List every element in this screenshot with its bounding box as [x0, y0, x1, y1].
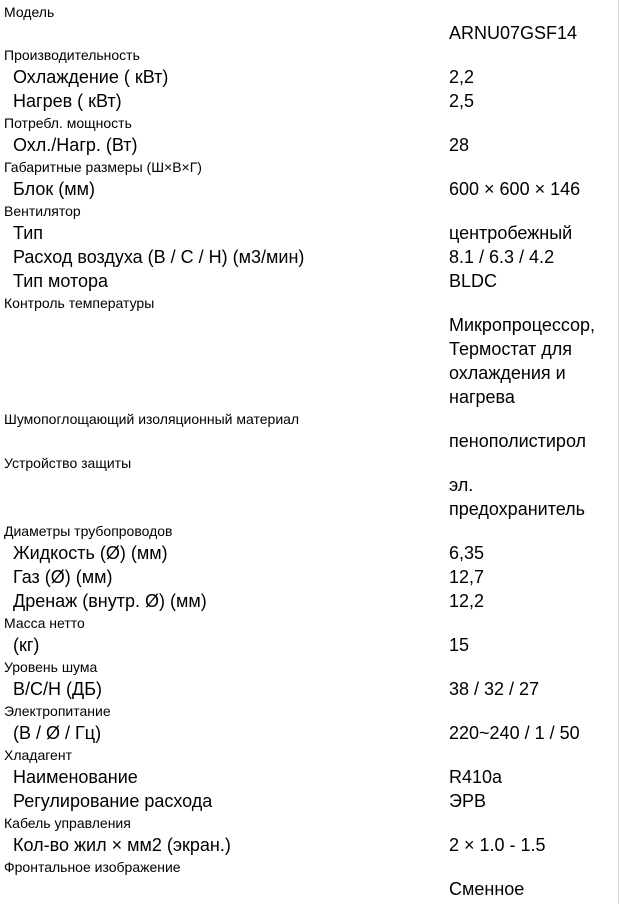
section-noise-title: Уровень шума — [4, 659, 98, 675]
temperature-control-line: охлаждения и — [449, 363, 566, 383]
section-net-weight-title: Масса нетто — [4, 615, 85, 631]
temperature-control-line: Микропроцессор, — [449, 315, 596, 335]
section-performance-title: Производительность — [4, 47, 140, 63]
section-insulation-title: Шумопоглощающий изоляционный материал — [4, 411, 300, 427]
flow-control-value: ЭРВ — [449, 791, 486, 811]
section-power-supply-title: Электропитание — [4, 703, 111, 719]
section-front-panel-title: Фронтальное изображение — [4, 859, 181, 875]
airflow-value: 8.1 / 6.3 / 4.2 — [449, 247, 555, 267]
insulation-value: пенополистирол — [449, 431, 587, 451]
fan-type-label: Тип — [13, 223, 44, 243]
unit-dimensions-label: Блок (мм) — [13, 179, 95, 199]
section-refrigerant-title: Хладагент — [4, 747, 72, 763]
fan-type-value: центробежный — [449, 223, 573, 243]
section-model-title: Модель — [4, 4, 55, 20]
cooling-capacity-label: Охлаждение ( кВт) — [13, 67, 169, 87]
motor-type-label: Тип мотора — [13, 271, 109, 291]
gas-pipe-value: 12,7 — [449, 567, 485, 587]
noise-value: 38 / 32 / 27 — [449, 679, 540, 699]
power-consumption-label: Охл./Нагр. (Вт) — [13, 135, 138, 155]
power-supply-label: (В / Ø / Гц) — [13, 723, 102, 743]
power-supply-value: 220~240 / 1 / 50 — [449, 723, 580, 743]
model-value: ARNU07GSF14 — [449, 23, 578, 43]
heating-capacity-value: 2,5 — [449, 91, 475, 111]
drain-pipe-value: 12,2 — [449, 591, 485, 611]
unit-dimensions-value: 600 × 600 × 146 — [449, 179, 581, 199]
noise-label: В/С/Н (ДБ) — [13, 679, 102, 699]
section-power-consumption-title: Потребл. мощность — [4, 115, 132, 131]
section-temperature-control-title: Контроль температуры — [4, 295, 155, 311]
liquid-pipe-value: 6,35 — [449, 543, 485, 563]
cooling-capacity-value: 2,2 — [449, 67, 475, 87]
refrigerant-name-value: R410a — [449, 767, 503, 787]
front-panel-value: Сменное — [449, 879, 525, 899]
section-dimensions-title: Габаритные размеры (Ш×В×Г) — [4, 159, 202, 175]
drain-pipe-label: Дренаж (внутр. Ø) (мм) — [13, 591, 207, 611]
liquid-pipe-label: Жидкость (Ø) (мм) — [13, 543, 168, 563]
temperature-control-line: нагрева — [449, 387, 515, 407]
protection-value — [449, 473, 585, 521]
section-fan-title: Вентилятор — [4, 203, 81, 219]
control-cable-label: Кол-во жил × мм2 (экран.) — [13, 835, 231, 855]
heating-capacity-label: Нагрев ( кВт) — [13, 91, 122, 111]
control-cable-value: 2 × 1.0 - 1.5 — [449, 835, 546, 855]
net-weight-value: 15 — [449, 635, 470, 655]
gas-pipe-label: Газ (Ø) (мм) — [13, 567, 113, 587]
temperature-control-line: Термостат для — [449, 339, 573, 359]
refrigerant-name-label: Наименование — [13, 767, 138, 787]
flow-control-label: Регулирование расхода — [13, 791, 213, 811]
net-weight-label: (кг) — [13, 635, 40, 655]
temperature-control-value — [449, 313, 595, 409]
airflow-label: Расход воздуха (В / С / Н) (м3/мин) — [13, 247, 305, 267]
motor-type-value: BLDC — [449, 271, 498, 291]
power-consumption-value: 28 — [449, 135, 470, 155]
protection-line: эл. — [449, 475, 474, 495]
section-pipes-title: Диаметры трубопроводов — [4, 523, 173, 539]
section-protection-title: Устройство защиты — [4, 455, 132, 471]
protection-line: предохранитель — [449, 499, 586, 519]
section-control-cable-title: Кабель управления — [4, 815, 131, 831]
